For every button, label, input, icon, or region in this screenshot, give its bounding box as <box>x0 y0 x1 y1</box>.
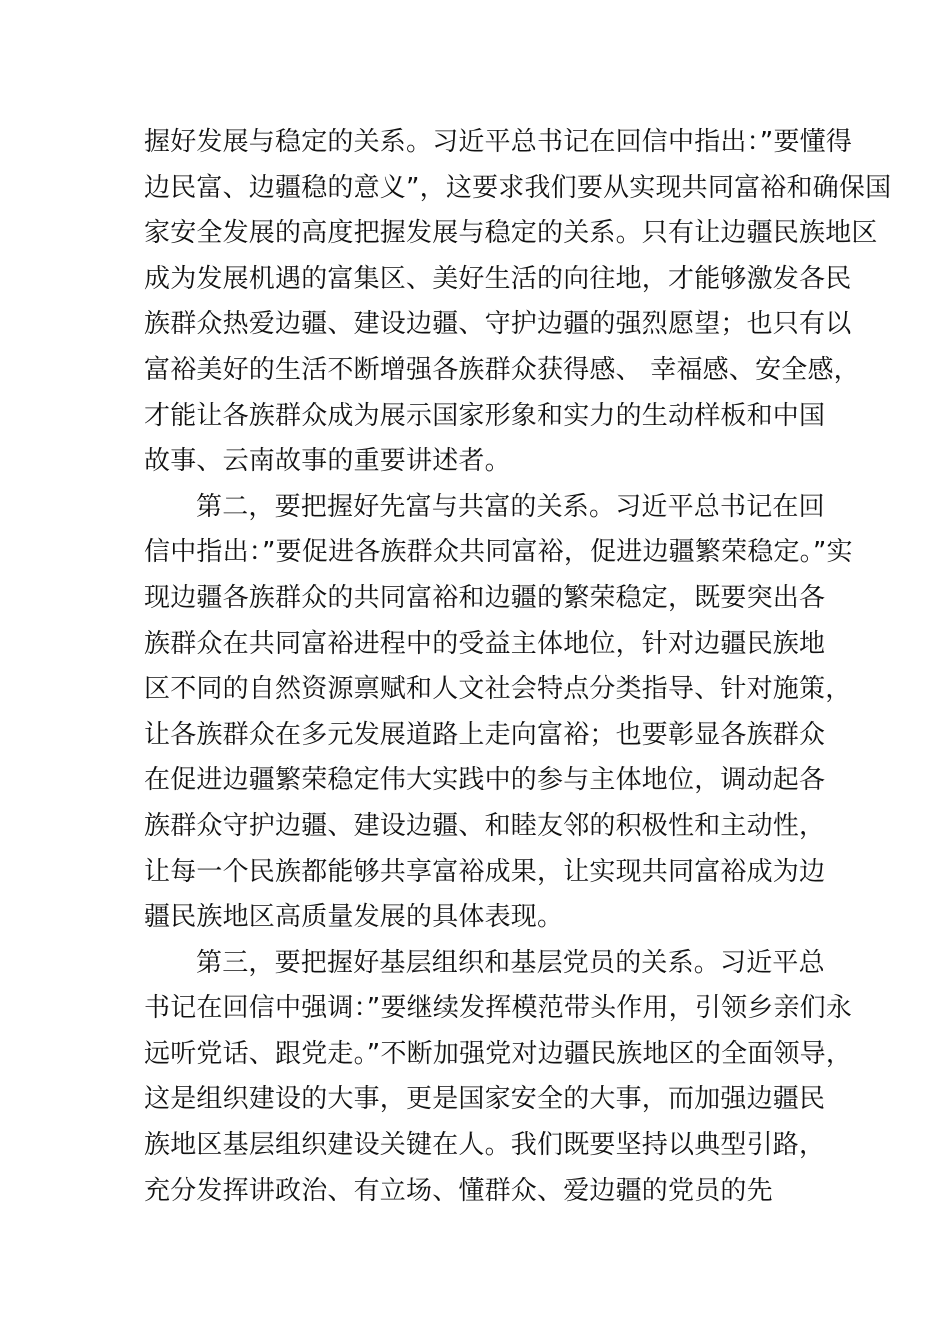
text-line: 族群众热爱边疆、建设边疆、守护边疆的强烈愿望；也只有以 <box>144 309 852 340</box>
text-line: 故事、云南故事的重要讲述者。 <box>144 446 511 477</box>
text-line: 成为发展机遇的富集区、美好生活的向往地，才能够激发各民 <box>144 263 852 294</box>
text-line: 边民富、边疆稳的意义”，这要求我们要从实现共同富裕和确保国 <box>144 172 892 203</box>
text-line: 族地区基层组织建设关键在人。我们既要坚持以典型引路， <box>144 1130 826 1161</box>
text-line: 远听党话、跟党走。”不断加强党对边疆民族地区的全面领导， <box>144 1038 853 1069</box>
paragraph-start-line: 第二，要把握好先富与共富的关系。习近平总书记在回 <box>196 491 825 522</box>
text-line: 握好发展与稳定的关系。习近平总书记在回信中指出：”要懂得 <box>144 127 853 157</box>
text-line: 区不同的自然资源禀赋和人文社会特点分类指导、针对施策， <box>144 674 852 705</box>
text-line: 让每一个民族都能够共享富裕成果，让实现共同富裕成为边 <box>144 856 826 887</box>
text-line: 充分发挥讲政治、有立场、懂群众、爱边疆的党员的先 <box>144 1175 773 1206</box>
text-line: 族群众在共同富裕进程中的受益主体地位，针对边疆民族地 <box>144 628 826 659</box>
text-line: 疆民族地区高质量发展的具体表现。 <box>144 902 564 933</box>
text-line: 富裕美好的生活不断增强各族群众获得感、 幸福感、安全感， <box>144 354 860 385</box>
text-line: 现边疆各族群众的共同富裕和边疆的繁荣稳定，既要突出各 <box>144 582 826 613</box>
text-line: 才能让各族群众成为展示国家形象和实力的生动样板和中国 <box>144 400 826 431</box>
text-line: 信中指出：”要促进各族群众共同富裕，促进边疆繁荣稳定。”实 <box>144 537 853 568</box>
text-line: 族群众守护边疆、建设边疆、和睦友邻的积极性和主动性， <box>144 810 826 841</box>
text-line: 在促进边疆繁荣稳定伟大实践中的参与主体地位，调动起各 <box>144 765 826 796</box>
body-text <box>144 120 892 1214</box>
text-line: 这是组织建设的大事，更是国家安全的大事，而加强边疆民 <box>144 1084 826 1115</box>
text-line: 让各族群众在多元发展道路上走向富裕；也要彰显各族群众 <box>144 719 826 750</box>
text-line: 家安全发展的高度把握发展与稳定的关系。只有让边疆民族地区 <box>144 218 878 249</box>
text-line: 书记在回信中强调：”要继续发挥模范带头作用，引领乡亲们永 <box>144 993 853 1024</box>
paragraph-start-line: 第三，要把握好基层组织和基层党员的关系。习近平总 <box>196 947 825 978</box>
